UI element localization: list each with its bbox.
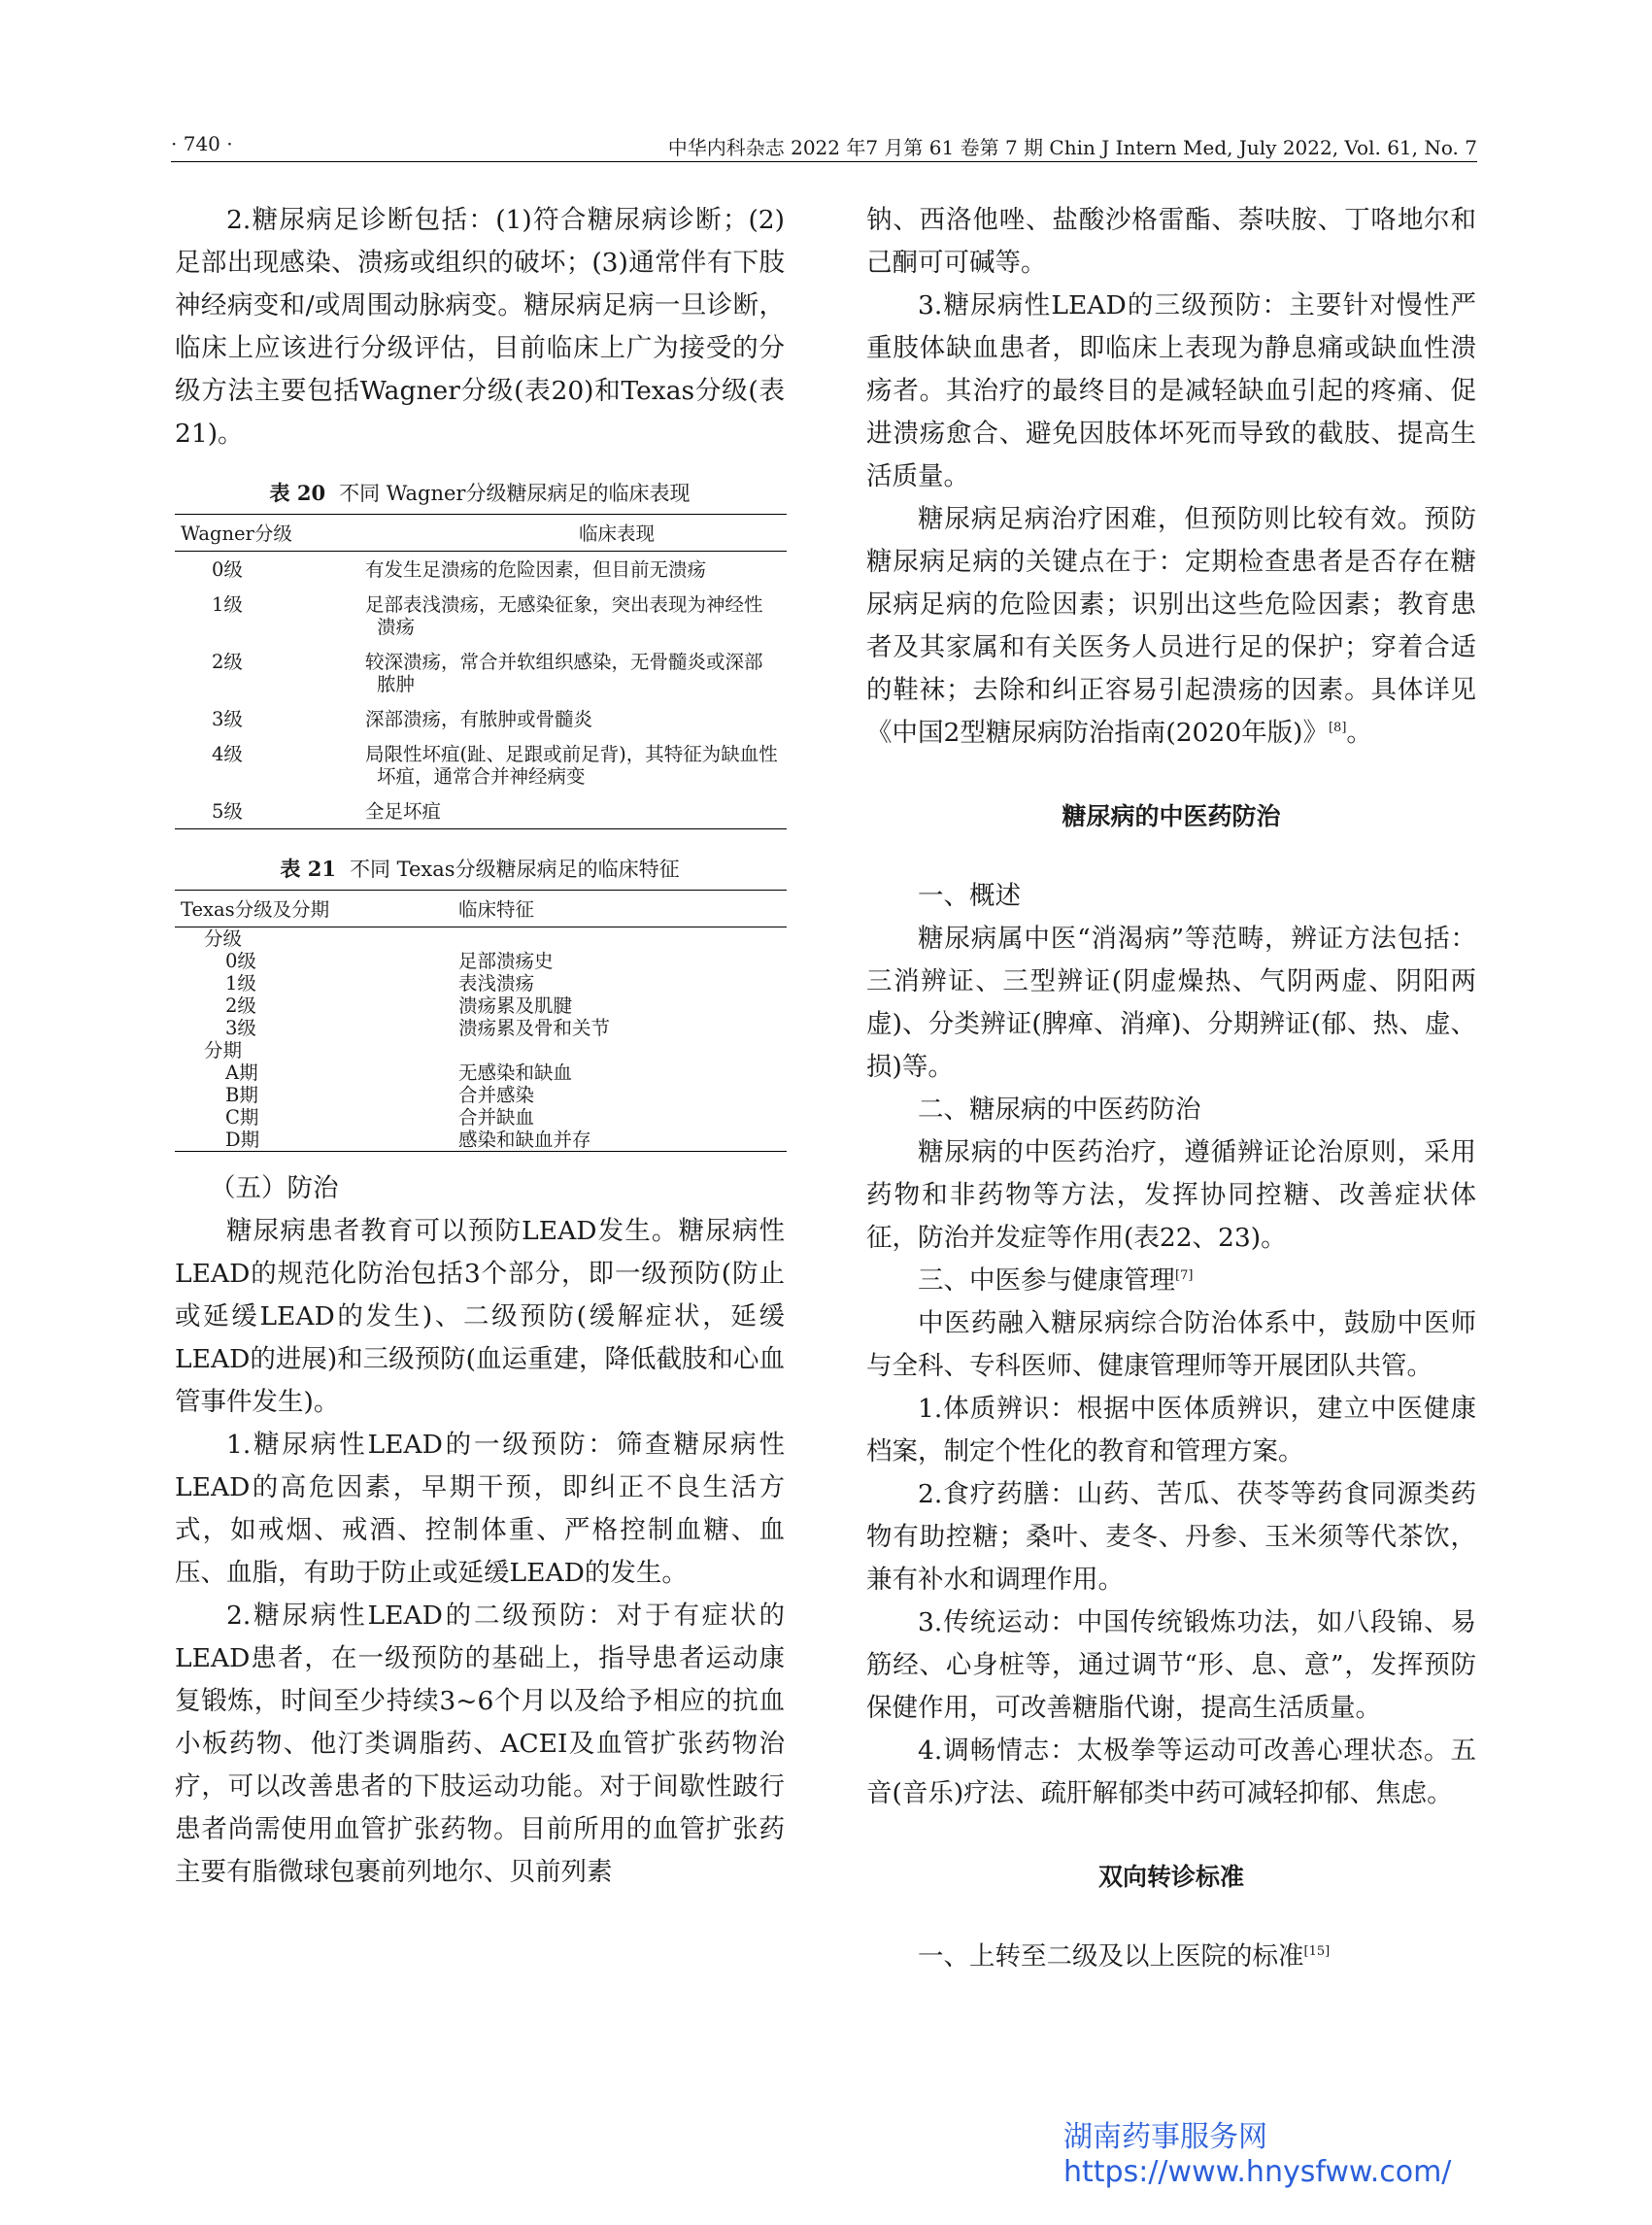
citation-ref: [7] xyxy=(1175,1268,1194,1284)
grade-cell: 2级 xyxy=(212,651,243,673)
item-diet-therapy: 2.食疗药膳：山药、苦瓜、茯苓等药食同源类药物有助控糖；桑叶、麦冬、丹参、玉米须等代茶饮，兼有补水和调理作用。 xyxy=(866,1479,1476,1595)
desc-cell: 足部表浅溃疡，无感染征象，突出表现为神经性溃疡 xyxy=(365,593,763,638)
grade-cell: 3级 xyxy=(212,708,243,730)
grade-cell: 2级 xyxy=(225,995,256,1017)
desc-cell: 合并感染 xyxy=(458,1084,535,1106)
desc-cell: 较深溃疡，常合并软组织感染，无骨髓炎或深部脓肿 xyxy=(365,651,763,695)
section-heading-tcm: 糖尿病的中医药防治 xyxy=(1062,802,1281,830)
secondary-prevention-paragraph: 2.糖尿病性LEAD的二级预防：对于有症状的LEAD患者，在一级预防的基础上，指导患者运动康复锻炼，时间至少持续3~6个月以及给予相应的抗血小板药物、他汀类调脂药、ACEI及血管扩张药物治疗，可以改善患者的下肢运动功能。对于间歇性跛行患者尚需使用血管扩张药物。目前所用的血管扩张药主要有脂微球包裹前列地尔、贝前列素 xyxy=(175,1601,785,1887)
grade-cell: 1级 xyxy=(212,593,243,616)
prevention-paragraph: 糖尿病患者教育可以预防LEAD发生。糖尿病性LEAD的规范化防治包括3个部分，即一级预防(防止或延缓LEAD的发生)、二级预防(缓解症状，延缓LEAD的进展)和三级预防(血运重建，降低截肢和心血管事件发生)。 xyxy=(175,1216,786,1417)
desc-cell: 感染和缺血并存 xyxy=(458,1129,591,1151)
table-row xyxy=(175,587,787,644)
desc-cell: 全足坏疽 xyxy=(365,800,442,823)
foot-prevention-paragraph xyxy=(866,498,1476,755)
table-row xyxy=(175,1129,787,1152)
staging-heading: 分期 xyxy=(204,1039,243,1062)
desc-cell: 有发生足溃疡的危险因素，但目前无溃疡 xyxy=(365,558,707,581)
table-row xyxy=(175,1062,787,1084)
overview-paragraph: 糖尿病属中医“消渴病”等范畴，辨证方法包括：三消辨证、三型辨证(阴虚燥热、气阴两虚、阴阳两虚)、分类辨证(脾瘅、消瘅)、分期辨证(郁、热、虚、损)等。 xyxy=(866,924,1476,1082)
table-row xyxy=(175,644,787,701)
desc-cell: 足部溃疡史 xyxy=(458,950,554,972)
table-row xyxy=(175,552,787,588)
desc-cell: 合并缺血 xyxy=(458,1106,535,1129)
table-row xyxy=(175,972,787,995)
left-column xyxy=(175,199,785,1894)
stage-cell: C期 xyxy=(225,1106,259,1129)
table-row xyxy=(175,701,787,736)
table20-caption xyxy=(175,477,785,510)
desc-cell: 溃疡累及骨和关节 xyxy=(458,1017,611,1039)
desc-cell: 局限性坏疽(趾、足跟或前足背)，其特征为缺血性坏疽，通常合并神经病变 xyxy=(365,743,778,788)
table21-caption xyxy=(175,853,785,886)
subheading-overview: 一、概述 xyxy=(918,881,1021,911)
table-header: 临床特征 xyxy=(458,898,535,921)
table-row xyxy=(175,950,787,972)
primary-prevention-paragraph: 1.糖尿病性LEAD的一级预防：筛查糖尿病性LEAD的高危因素，早期干预，即纠正不良生活方式，如戒烟、戒酒、控制体重、严格控制血糖、血压、血脂，有助于防止或延缓LEAD的发生。 xyxy=(175,1430,785,1588)
item-traditional-exercise: 3.传统运动：中国传统锻炼功法，如八段锦、易筋经、心身桩等，通过调节“形、息、意”，发挥预防保健作用，可改善糖脂代谢，提高生活质量。 xyxy=(866,1607,1476,1723)
foot-prevention-text: 糖尿病足病治疗困难，但预防则比较有效。预防糖尿病足病的关键点在于：定期检查患者是否存在糖尿病足病的危险因素；识别出这些危险因素；教育患者及其家属和有关医务人员进行足的保护；穿着合适的鞋袜；去除和纠正容易引起溃疡的因素。具体详见《中国2型糖尿病防治指南(2020年版)》 xyxy=(866,504,1476,748)
desc-cell: 表浅溃疡 xyxy=(458,972,535,995)
watermark-name: 湖南药事服务网 xyxy=(1063,2120,1267,2154)
table21-title: 不同 Texas分级糖尿病足的临床特征 xyxy=(349,858,680,881)
table-row xyxy=(175,1084,787,1106)
subheading-upward-referral xyxy=(866,1936,1476,1978)
tertiary-prevention-paragraph: 3.糖尿病性LEAD的三级预防：主要针对慢性严重肢体缺血患者，即临床上表现为静息痛或缺血性溃疡者。其治疗的最终目的是减轻缺血引起的疼痛、促进溃疡愈合、避免因肢体坏死而导致的截肢、提高生活质量。 xyxy=(866,290,1476,491)
table-row xyxy=(175,793,787,829)
right-column xyxy=(866,199,1476,1978)
health-management-paragraph: 中医药融入糖尿病综合防治体系中，鼓励中医师与全科、专科医师、健康管理师等开展团队共管。 xyxy=(866,1308,1476,1381)
stage-cell: B期 xyxy=(225,1084,258,1106)
table-row xyxy=(175,1106,787,1129)
journal-citation: 中华内科杂志 2022 年7 月第 61 卷第 7 期 Chin J Intern Med, July 2022, Vol. 61, No. 7 xyxy=(667,136,1477,159)
grading-heading: 分级 xyxy=(204,927,243,950)
grade-cell: 4级 xyxy=(212,743,243,765)
diagnosis-paragraph: 2.糖尿病足诊断包括：(1)符合糖尿病诊断；(2)足部出现感染、溃疡或组织的破坏；(3)通常伴有下肢神经病变和/或周围动脉病变。糖尿病足病一旦诊断，临床上应该进行分级评估，目前临床上广为接受的分级方法主要包括Wagner分级(表20)和Texas分级(表21)。 xyxy=(175,205,785,449)
foot-prevention-end: 。 xyxy=(1346,718,1372,748)
tcm-treatment-paragraph: 糖尿病的中医药治疗，遵循辨证论治原则，采用药物和非药物等方法，发挥协同控糖、改善症状体征，防治并发症等作用(表22、23)。 xyxy=(866,1137,1476,1253)
prevention-heading: （五）防治 xyxy=(210,1173,339,1203)
table-header: Wagner分级 xyxy=(181,523,292,545)
upward-referral-text: 一、上转至二级及以上医院的标准 xyxy=(918,1941,1304,1972)
grade-cell: 5级 xyxy=(212,800,243,823)
table20-label: 表 20 xyxy=(269,481,326,505)
table-row xyxy=(175,995,787,1017)
continued-paragraph: 钠、西洛他唑、盐酸沙格雷酯、萘呋胺、丁咯地尔和己酮可可碱等。 xyxy=(866,205,1476,278)
grade-cell: 3级 xyxy=(225,1017,256,1039)
subheading-health-management xyxy=(866,1260,1476,1302)
item-emotion-regulation: 4.调畅情志：太极拳等运动可改善心理状态。五音(音乐)疗法、疏肝解郁类中药可减轻抑郁、焦虑。 xyxy=(866,1736,1476,1808)
citation-ref: [15] xyxy=(1303,1944,1331,1960)
table-row xyxy=(175,1017,787,1039)
section-heading-referral: 双向转诊标准 xyxy=(1097,1863,1244,1891)
table21-label: 表 21 xyxy=(280,857,336,881)
grade-cell: 0级 xyxy=(225,950,256,972)
table-header: Texas分级及分期 xyxy=(181,898,330,921)
stage-cell: A期 xyxy=(225,1062,258,1084)
subheading-tcm-treatment: 二、糖尿病的中医药防治 xyxy=(918,1095,1201,1125)
desc-cell: 深部溃疡，有脓肿或骨髓炎 xyxy=(365,708,593,730)
item-constitution: 1.体质辨识：根据中医体质辨识，建立中医健康档案，制定个性化的教育和管理方案。 xyxy=(866,1394,1476,1466)
texas-table xyxy=(175,890,787,1152)
health-management-text: 三、中医参与健康管理 xyxy=(918,1265,1175,1296)
page-number: · 740 · xyxy=(171,132,233,155)
table-row xyxy=(175,736,787,793)
desc-cell: 无感染和缺血 xyxy=(458,1062,573,1084)
watermark xyxy=(1063,2120,1451,2190)
table-row xyxy=(175,1039,787,1062)
wagner-table xyxy=(175,514,787,829)
citation-ref: [8] xyxy=(1328,721,1347,736)
watermark-url[interactable]: https://www.hnysfww.com/ xyxy=(1063,2155,1452,2189)
stage-cell: D期 xyxy=(225,1129,260,1151)
running-header xyxy=(171,126,1477,162)
desc-cell: 溃疡累及肌腱 xyxy=(458,995,573,1017)
grade-cell: 1级 xyxy=(225,972,256,995)
table20-title: 不同 Wagner分级糖尿病足的临床表现 xyxy=(339,482,691,505)
table-header: 临床表现 xyxy=(579,523,656,545)
grade-cell: 0级 xyxy=(212,558,243,581)
table-row xyxy=(175,927,787,951)
